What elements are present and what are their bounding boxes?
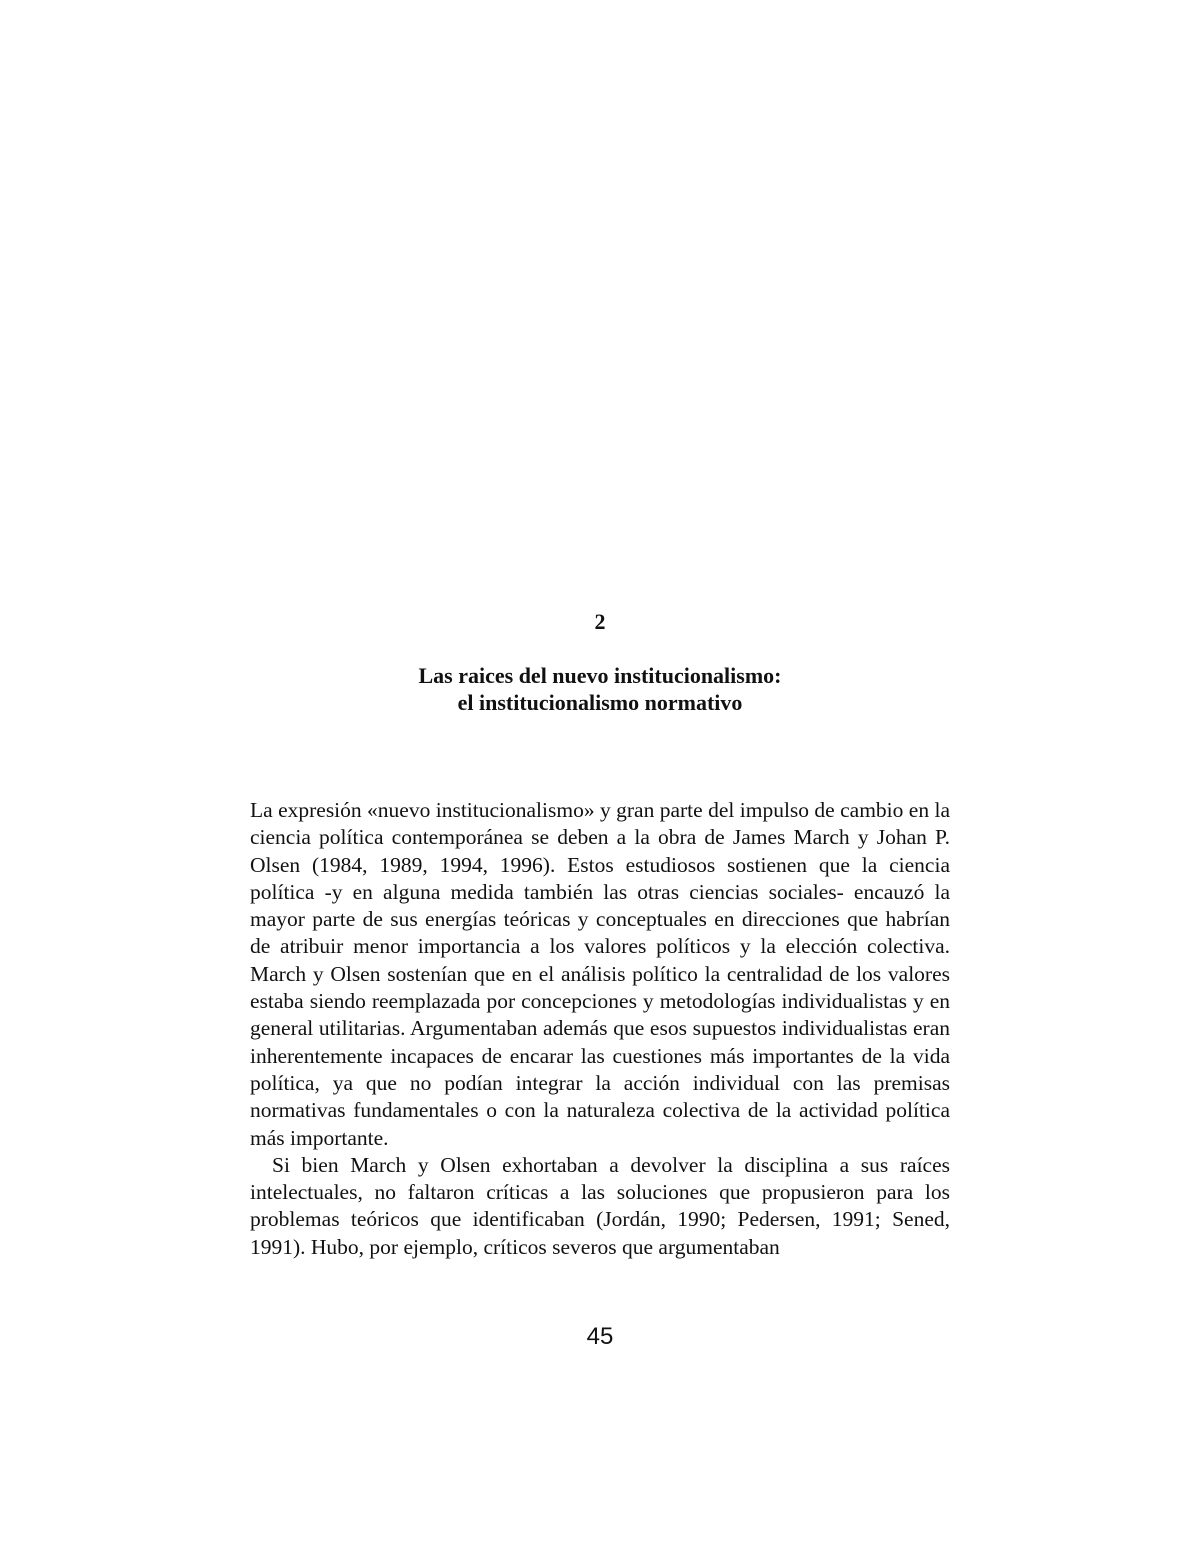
- chapter-title-line-1: Las raices del nuevo institucionalismo:: [418, 663, 782, 688]
- body-text: [250, 797, 950, 1261]
- chapter-title: [0, 662, 1200, 716]
- body-paragraph-2: Si bien March y Olsen exhortaban a devolver la disciplina a sus raíces intelectuales, no faltaron críticas a las soluciones que propusieron para los problemas teóricos que identificaban (Jordán, 1990; Pedersen, 1991; Sened, 1991). Hubo, por ejemplo, críticos severos que argumentaban: [250, 1152, 950, 1259]
- chapter-title-line-2: el institucionalismo normativo: [457, 690, 743, 715]
- chapter-number: 2: [594, 609, 606, 634]
- page-number: 45: [586, 1323, 614, 1350]
- body-paragraph-1: La expresión «nuevo institucionalismo» y gran parte del impulso de cambio en la ciencia política contemporánea se deben a la obra de James March y Johan P. Olsen (1984, 1989, 1994, 1996). Estos estudiosos sostienen que la ciencia política -y en alguna medida también las otras ciencias sociales- encauzó la mayor parte de sus energías teóricas y conceptuales en direcciones que habrían de atribuir menor importancia a los valores políticos y la elección colectiva. March y Olsen sostenían que en el análisis político la centralidad de los valores estaba siendo reemplazada por concepciones y metodologías individualistas y en general utilitarias. Argumentaban además que esos supuestos individualistas eran inherentemente incapaces de encarar las cuestiones más importantes de la vida política, ya que no podían integrar la acción individual con las premisas normativas fundamentales o con la naturaleza colectiva de la actividad política más importante.: [250, 798, 950, 1150]
